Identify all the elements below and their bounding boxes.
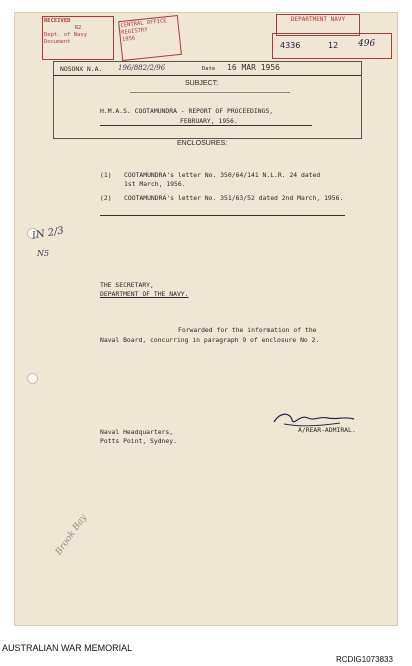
header-divider [53,75,361,76]
received-stamp: RECEIVED R2 Dept. of Navy Document [42,16,114,60]
handwritten-note-1: IN 2/3 [31,225,65,242]
sender-line1: Naval Headquarters, [100,428,174,436]
subject-underline [100,125,312,126]
central-registry-stamp: CENTRAL OFFICE REGISTRY 1956 [118,15,182,61]
subject-line1: H.M.A.S. COOTAMUNDRA - REPORT OF PROCEEDINGS, [100,107,274,115]
file-number-3: 496 [358,39,376,49]
punch-hole-bottom [27,373,38,384]
handwritten-note-3: Brook Bay [53,512,90,558]
signature-title: A/REAR-ADMIRAL. [298,426,356,434]
navy-stamp: DEPARTMENT NAVY [276,14,360,36]
addressee-line1: THE SECRETARY, [100,281,154,289]
file-number-2: 12 [328,41,339,50]
ref-value: 196/882/2/96 [118,64,166,72]
date-label: Date [202,66,216,72]
enclosure-1-line2: 1st March, 1956. [124,180,186,188]
enclosure-1-num: (1) [100,171,112,179]
handwritten-note-2: N5 [37,249,50,258]
enclosure-separator [100,215,345,216]
date-value: 16 MAR 1956 [227,63,280,72]
body-line1: Forwarded for the information of the [178,326,317,334]
footer-left: AUSTRALIAN WAR MEMORIAL [2,643,133,653]
file-number-1: 4336 [280,41,301,50]
subject-divider [130,92,290,93]
ref-label: NOSONX N.A. [60,65,103,73]
enclosure-1-line1: COOTAMUNDRA's letter No. 350/64/141 N.L.R. 24 dated [124,171,321,179]
subject-line2: FEBRUARY, 1956. [180,117,238,125]
body-line2: Naval Board, concurring in paragraph 9 of enclosure No 2. [100,336,320,344]
subject-label: SUBJECT: [185,80,219,87]
footer-right: RCDIG1073833 [336,655,393,664]
sender-line2: Potts Point, Sydney. [100,437,177,445]
addressee-line2: DEPARTMENT OF THE NAVY. [100,290,189,298]
enclosure-2-line1: COOTAMUNDRA's letter No. 351/63/52 dated 2nd March, 1956. [124,194,344,202]
enclosure-2-num: (2) [100,194,112,202]
enclosures-label: ENCLOSURES: [177,140,228,147]
